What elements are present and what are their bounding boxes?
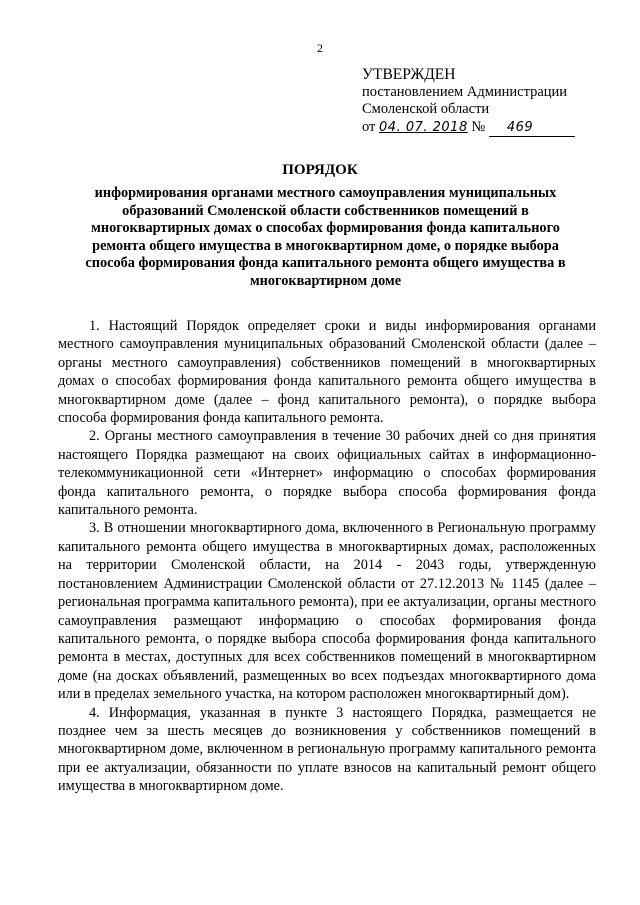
page-number: 2 bbox=[317, 41, 323, 55]
approval-line-2: Смоленской области bbox=[362, 101, 490, 117]
approval-number-label: № bbox=[471, 118, 486, 135]
approval-stamp bbox=[362, 66, 575, 137]
document-subtitle: информирования органами местного самоуправления муниципальных образований Смоленской области собственников помещений в многоквартирных домах о способах формирования фонда капитального ремонта общего имущества в многоквартирном доме, о порядке выбора способа формирования фонда капитального ремонта общего имущества в многоквартирном доме bbox=[85, 185, 566, 289]
paragraph-2: 2. Органы местного самоуправления в течение 30 рабочих дней со дня принятия настоящего Порядка размещают на своих официальных сайтах в информационно-телекоммуникационной сети «Интернет» информацию о способах формирования фонда капитального ремонта, о порядке выбора способа формирования фонда капитального ремонта. bbox=[58, 428, 596, 519]
paragraph-3: 3. В отношении многоквартирного дома, включенного в Региональную программу капитального ремонта общего имущества в многоквартирных домах, расположенных на территории Смоленской области, на 2014 - 2043 годы, утвержденную постановлением Администрации Смоленской области от 27.12.2013 № 1145 (далее – региональная программа капитального ремонта), при ее актуализации, органы местного самоуправления размещают информацию о способах формирования фонда капитального ремонта, о порядке выбора способа формирования фонда капитального ремонта в местах, доступных для всех собственников помещений в многоквартирном доме (на досках объявлений, размещенных во всех подъездах многоквартирного дома или в пределах земельного участка, на котором расположен многоквартирный дом). bbox=[58, 520, 596, 703]
paragraph-1: 1. Настоящий Порядок определяет сроки и виды информирования органами местного самоуправления муниципальных образований Смоленской области (далее – органы местного самоуправления) собственников помещений в многоквартирных домах о способах формирования фонда капитального ремонта общего имущества в многоквартирном доме (далее – фонд капитального ремонта), о порядке выбора способа формирования фонда капитального ремонта. bbox=[58, 318, 596, 427]
document-body bbox=[58, 317, 596, 796]
approval-number-handwritten: 469 bbox=[506, 119, 534, 135]
paragraph-4: 4. Информация, указанная в пункте 3 настоящего Порядка, размещается не позднее чем за шесть месяцев до возникновения у собственников помещений в многоквартирном доме, включенном в региональную программу капитального ремонта при ее актуализации, обязанности по уплате взносов на капитальный ремонт общего имущества в многоквартирном доме. bbox=[58, 704, 596, 795]
approval-number-field bbox=[489, 119, 575, 138]
approval-line-1: постановлением Администрации bbox=[362, 83, 568, 100]
approval-from-label: от bbox=[362, 118, 376, 135]
approval-heading: УТВЕРЖДЕН bbox=[362, 66, 456, 83]
approval-date-line bbox=[362, 119, 575, 138]
document-title: ПОРЯДОК bbox=[282, 162, 358, 178]
approval-date-handwritten: 04. 07. 2018 bbox=[379, 119, 468, 135]
